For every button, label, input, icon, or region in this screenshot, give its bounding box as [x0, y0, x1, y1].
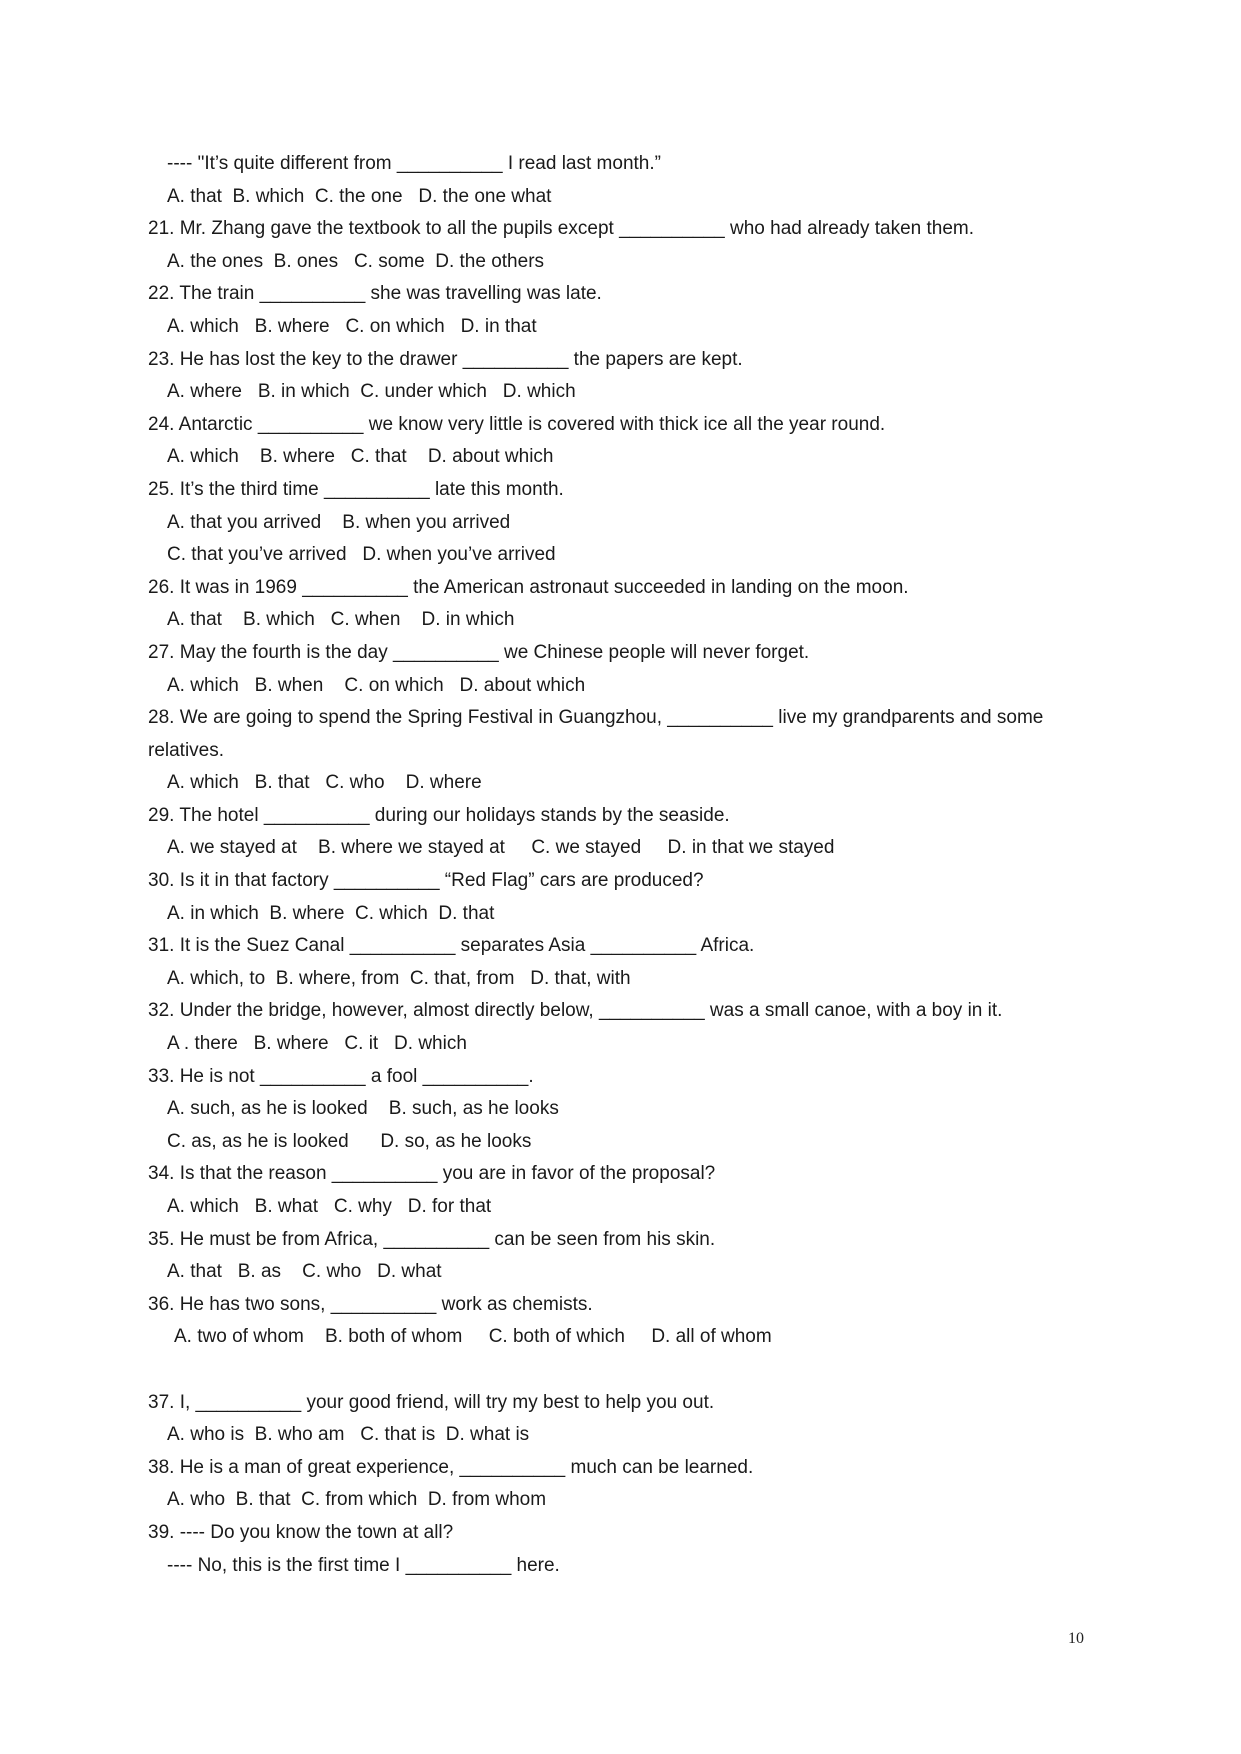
options-line: A. which B. when C. on which D. about which [167, 674, 586, 696]
options-line: A. the ones B. ones C. some D. the others [167, 250, 545, 272]
question-line: 34. Is that the reason __________ you are in favor of the proposal? [148, 1163, 716, 1185]
options-line: A. which B. where C. that D. about which [167, 446, 554, 468]
options-line: A. that B. which C. when D. in which [167, 609, 515, 631]
question-line: 28. We are going to spend the Spring Festival in Guangzhou, __________ live my grandparents and some relatives. [148, 707, 1044, 761]
options-line: A. where B. in which C. under which D. which [167, 381, 576, 403]
options-line: C. that you’ve arrived D. when you’ve arrived [167, 544, 556, 566]
options-line: A. two of whom B. both of whom C. both of which D. all of whom [174, 1326, 772, 1348]
question-line: 27. May the fourth is the day __________ we Chinese people will never forget. [148, 641, 810, 663]
question-line: 26. It was in 1969 __________ the American astronaut succeeded in landing on the moon. [148, 576, 909, 598]
options-line: ---- No, this is the first time I __________ here. [167, 1554, 560, 1576]
options-line: A. which, to B. where, from C. that, from D. that, with [167, 967, 631, 989]
question-line: 29. The hotel __________ during our holidays stands by the seaside. [148, 804, 730, 826]
question-line: 32. Under the bridge, however, almost directly below, __________ was a small canoe, with a boy in it. [148, 1000, 1003, 1022]
question-line: 25. It’s the third time __________ late this month. [148, 478, 564, 500]
question-line: 38. He is a man of great experience, __________ much can be learned. [148, 1456, 754, 1478]
question-line: 22. The train __________ she was travelling was late. [148, 283, 602, 305]
question-line: 21. Mr. Zhang gave the textbook to all the pupils except __________ who had already taken them. [148, 218, 974, 240]
options-line: A. which B. what C. why D. for that [167, 1196, 492, 1217]
question-line: 30. Is it in that factory __________ “Red Flag” cars are produced? [148, 870, 704, 892]
options-line: A. that you arrived B. when you arrived [167, 511, 511, 533]
question-line: 33. He is not __________ a fool __________. [148, 1065, 534, 1087]
options-line: ---- "It’s quite different from __________ I read last month.” [167, 153, 661, 174]
options-line: A . there B. where C. it D. which [167, 1033, 467, 1055]
options-line: A. that B. which C. the one D. the one what [167, 185, 552, 207]
question-line: 23. He has lost the key to the drawer __________ the papers are kept. [148, 348, 743, 370]
options-line: A. in which B. where C. which D. that [167, 902, 495, 924]
options-line: A. which B. where C. on which D. in that [167, 315, 537, 337]
options-line: C. as, as he is looked D. so, as he looks [167, 1130, 532, 1152]
question-line: 31. It is the Suez Canal __________ separates Asia __________ Africa. [148, 935, 755, 957]
options-line: A. that B. as C. who D. what [167, 1261, 442, 1283]
question-line: 39. ---- Do you know the town at all? [148, 1521, 454, 1543]
options-line: A. such, as he is looked B. such, as he looks [167, 1098, 559, 1120]
options-line: A. who is B. who am C. that is D. what is [167, 1424, 530, 1446]
page-number: 10 [1068, 1630, 1084, 1647]
question-line: 24. Antarctic __________ we know very little is covered with thick ice all the year round. [148, 413, 886, 435]
question-line: 35. He must be from Africa, __________ can be seen from his skin. [148, 1228, 716, 1250]
options-line: A. which B. that C. who D. where [167, 772, 482, 794]
question-line: 37. I, __________ your good friend, will try my best to help you out. [148, 1391, 715, 1413]
exercise-list [148, 148, 1108, 1582]
options-line: A. who B. that C. from which D. from whom [167, 1489, 547, 1511]
options-line: A. we stayed at B. where we stayed at C. we stayed D. in that we stayed [167, 837, 835, 859]
question-line: 36. He has two sons, __________ work as chemists. [148, 1293, 593, 1315]
blank-line [148, 1354, 1108, 1387]
